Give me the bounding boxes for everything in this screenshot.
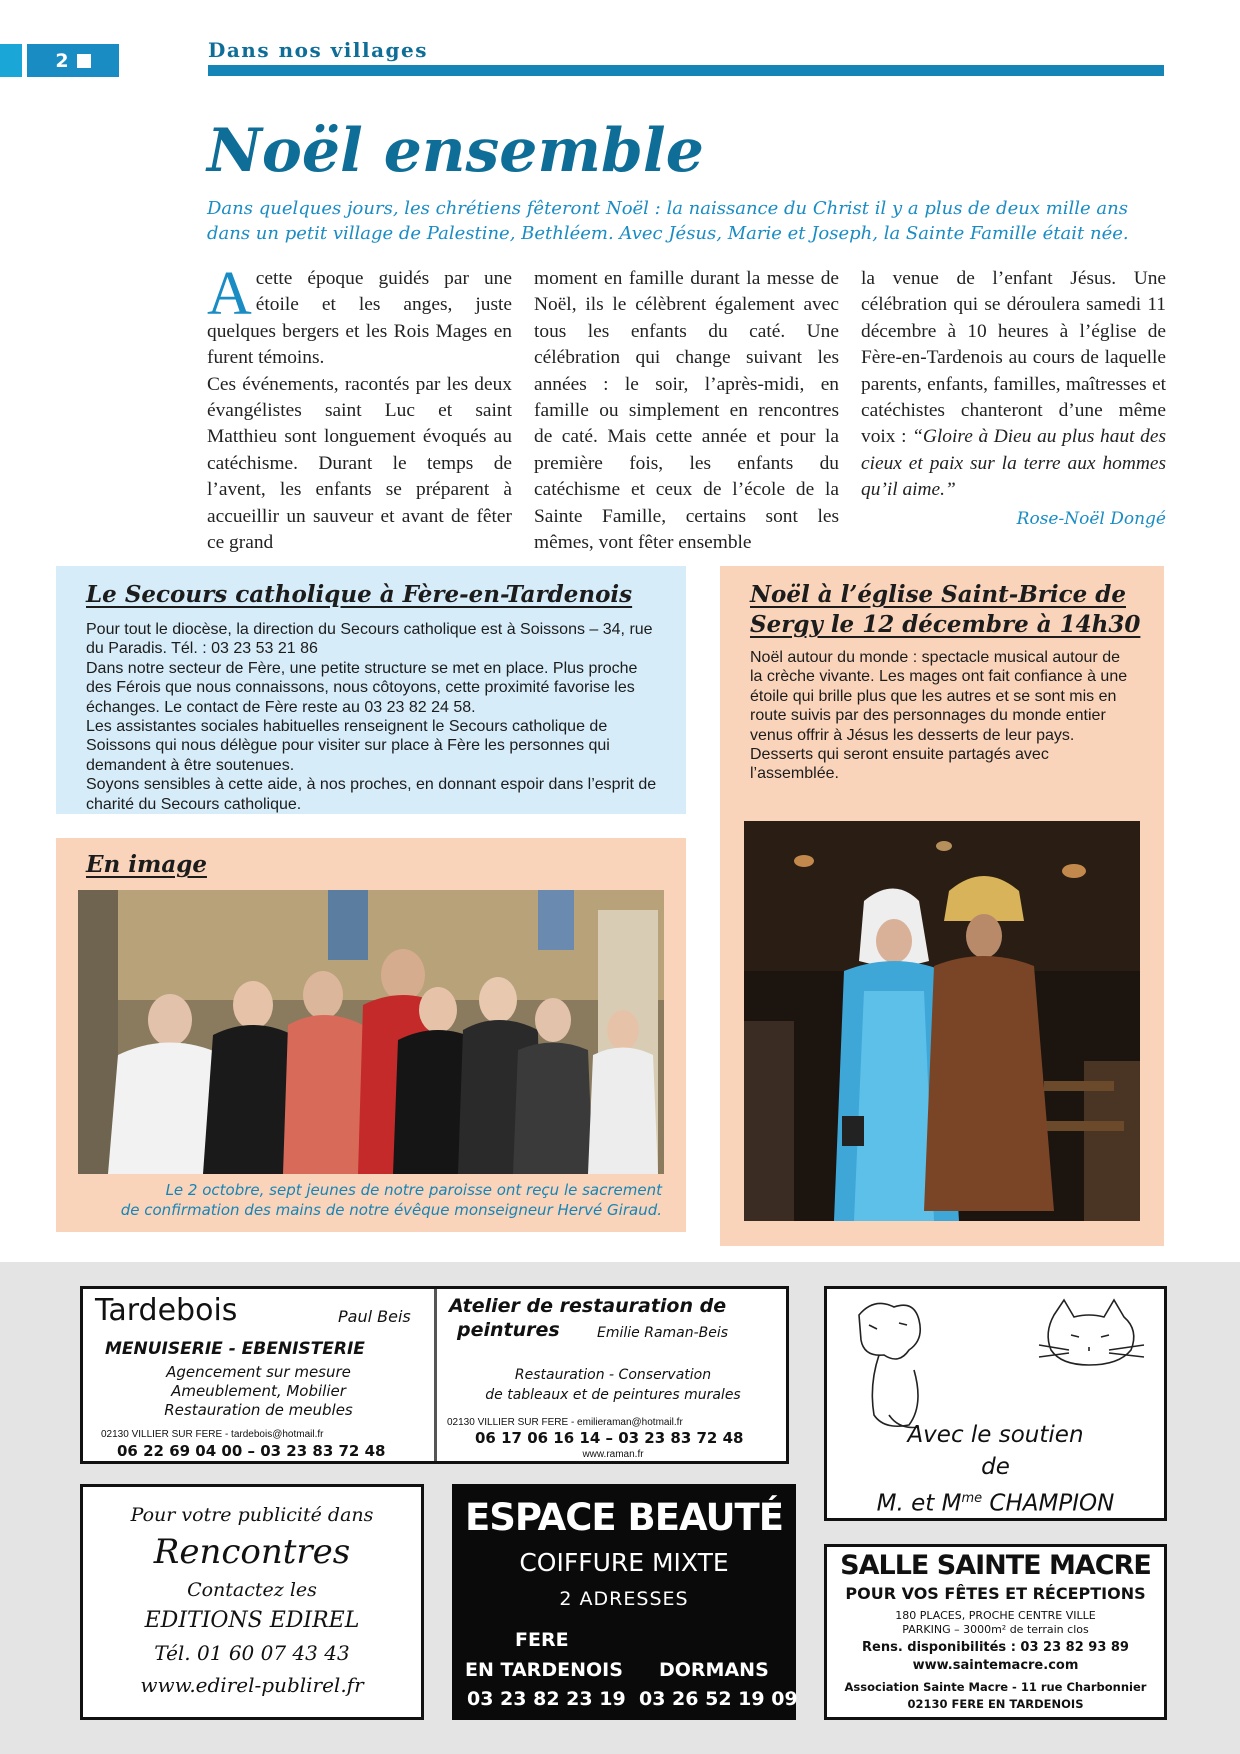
ad-espace-loc1a: FERE <box>515 1629 569 1651</box>
ad-espace-phone2: 03 26 52 19 09 <box>639 1688 798 1710</box>
ad-rencontres <box>80 1484 424 1720</box>
ad-tardebois-services: Agencement sur mesure Ameublement, Mobilier Restauration de meubles <box>164 1363 353 1419</box>
ad-tardebois-phones: 06 22 69 04 00 – 03 23 83 72 48 <box>117 1442 386 1460</box>
ad-atelier-title-1: Atelier de restauration de <box>449 1295 727 1317</box>
ad-salle-details: 180 PLACES, PROCHE CENTRE VILLE PARKING – 3000m² de terrain clos <box>895 1609 1096 1636</box>
sergy-title: Noël à l’église Saint-Brice de Sergy le 12 décembre à 14h30 <box>750 581 1141 638</box>
article-paragraph-3: moment en famille durant la messe de Noël, ils le célèbrent également avec tous les enfants du caté. Une célébration qui change suivant les années : le soir, l’après-midi, en famille ou simplement en rencontres de caté. Mais cette année et pour la première fois, les enfants du catéchisme et ceux de l’école de la Sainte Famille, certains sont les mêmes, vont fêter ensemble <box>534 268 839 554</box>
ad-tardebois-address: 02130 VILLIER SUR FERE - tardebois@hotmail.fr <box>101 1429 324 1440</box>
ad-salle-sainte-macre <box>824 1544 1167 1720</box>
ad-rencontres-line3: Contactez les <box>187 1579 317 1601</box>
ad-atelier-web: www.raman.fr <box>582 1449 644 1460</box>
article-column-3 <box>861 266 1166 532</box>
article-paragraph-4: la venue de l’enfant Jésus. Une célébration qui se déroulera samedi 11 décembre à 10 heures à l’église de Fère-en-Tardenois au cours de laquelle parents, enfants, familles, maîtresses et catéchistes chanteront d’une même voix : “Gloire à Dieu au plus haut des cieux et paix sur la terre aux hommes qu’il aime.” <box>861 268 1167 501</box>
page-number-box <box>27 44 119 77</box>
ad-rencontres-phone: Tél. 01 60 07 43 43 <box>154 1641 350 1665</box>
sergy-text: Noël autour du monde : spectacle musical autour de la crèche vivante. Les mages ont fait confiance à une étoile qui brille plus que les autres et se sont mis en route suivis par des personnages du monde entier venus offrir à Jésus les desserts de leur pays. Desserts qui seront ensuite partagés avec l’assemblée. <box>750 649 1128 783</box>
ad-rencontres-web: www.edirel-publirel.fr <box>140 1673 364 1697</box>
article-title: Noël ensemble <box>207 116 704 186</box>
ad-tardebois-atelier <box>80 1286 789 1464</box>
confirmation-photo <box>78 890 664 1174</box>
page-number: 2 <box>55 49 69 72</box>
photo-caption: Le 2 octobre, sept jeunes de notre paroisse ont reçu le sacrement de confirmation des mains de notre évêque monseigneur Hervé Giraud. <box>120 1181 662 1219</box>
ad-atelier-title-2: peintures <box>457 1319 560 1341</box>
nativity-photo <box>744 821 1140 1221</box>
drop-cap: A <box>207 260 252 328</box>
article-lead: Dans quelques jours, les chrétiens fêteront Noël : la naissance du Christ il y a plus de deux mille ans dans un petit village de Palestine, Bethléem. Avec Jésus, Marie et Joseph, la Sainte Famille était née. <box>207 198 1129 244</box>
quote: “Gloire à Dieu au plus haut des cieux et paix sur la terre aux hommes qu’il aime.” <box>861 426 1167 501</box>
ad-champion <box>824 1286 1167 1521</box>
ad-champion-text: Avec le soutien de M. et $M^{me}$ CHAMPION <box>876 1422 1115 1517</box>
ad-espace-loc2: DORMANS <box>659 1659 769 1681</box>
secours-title: Le Secours catholique à Fère-en-Tardenois <box>86 581 633 608</box>
ad-atelier-address: 02130 VILLIER SUR FERE - emilieraman@hotmail.fr <box>447 1417 683 1428</box>
ad-atelier-phones: 06 17 06 16 14 – 03 23 83 72 48 <box>475 1429 744 1447</box>
cat-dog-drawing <box>839 1295 1159 1435</box>
ad-espace-addresses: 2 ADRESSES <box>559 1588 689 1610</box>
ad-salle-title: SALLE SAINTE MACRE <box>840 1550 1151 1581</box>
ad-salle-address: Association Sainte Macre - 11 rue Charbonnier 02130 FERE EN TARDENOIS <box>844 1680 1147 1711</box>
section-rule <box>208 65 1164 76</box>
article-column-1 <box>207 260 512 556</box>
image-box-title: En image <box>86 851 207 878</box>
ad-tardebois-owner: Paul Beis <box>338 1307 411 1326</box>
ad-rencontres-publisher: EDITIONS EDIREL <box>144 1608 360 1633</box>
ad-tardebois-trade: MENUISERIE - EBENISTERIE <box>105 1339 365 1359</box>
square-icon <box>77 54 91 68</box>
secours-box <box>56 566 686 814</box>
author-signature: Rose-Noël Dongé <box>1016 508 1166 529</box>
section-label: Dans nos villages <box>208 38 429 62</box>
ad-salle-contact: Rens. disponibilités : 03 23 82 93 89 www.saintemacre.com <box>862 1640 1129 1673</box>
ad-atelier-owner: Emilie Raman-Beis <box>597 1325 729 1341</box>
ad-espace-phone1: 03 23 82 23 19 <box>467 1688 626 1710</box>
ad-espace-subtitle: COIFFURE MIXTE <box>519 1548 729 1577</box>
sergy-box <box>720 566 1164 1246</box>
ad-atelier-services: Restauration - Conservation de tableaux et de peintures murales <box>485 1367 741 1403</box>
secours-text: Pour tout le diocèse, la direction du Secours catholique est à Soissons – 34, rue du Paradis. Tél. : 03 23 53 21 86 Dans notre secteur de Fère, une petite structure se met en place. Plus proche des Férois que nous connaissons, nous côtoyons, cette proximité favorise les échanges. Le contact de Fère reste au 03 23 82 24 58. Les assistantes sociales habituelles renseignent le Secours catholique de Soissons qui nous délègue pour visiter sur place à Fère les personnes qui demandent à être soutenues. Soyons sensibles à cette aide, à nos proches, en donnant espoir dans l’esprit de charité du Secours catholique. <box>86 621 657 813</box>
article-paragraph-1: Acette époque guidés par une étoile et les anges, juste quelques bergers et les Rois Mages en furent témoins. <box>207 260 512 369</box>
ad-espace-title: ESPACE BEAUTÉ <box>464 1496 784 1539</box>
ad-tardebois-name: Tardebois <box>95 1293 238 1328</box>
page-tab-accent <box>0 44 22 77</box>
ad-espace-loc1b: EN TARDENOIS <box>465 1659 623 1681</box>
ad-rencontres-line1: Pour votre publicité dans <box>130 1504 374 1526</box>
article-column-2 <box>534 266 839 556</box>
ad-rencontres-title: Rencontres <box>153 1532 351 1572</box>
article-paragraph-2: Ces événements, racontés par les deux évangélistes saint Luc et saint Matthieu sont longuement évoqués au catéchisme. Durant le temps de l’avent, les enfants se préparent à accueillir un sauveur et avant de fêter ce grand <box>207 373 512 554</box>
ad-salle-subtitle: POUR VOS FÊTES ET RÉCEPTIONS <box>845 1584 1146 1603</box>
image-box <box>56 838 686 1232</box>
ad-espace-beaute <box>452 1484 796 1720</box>
